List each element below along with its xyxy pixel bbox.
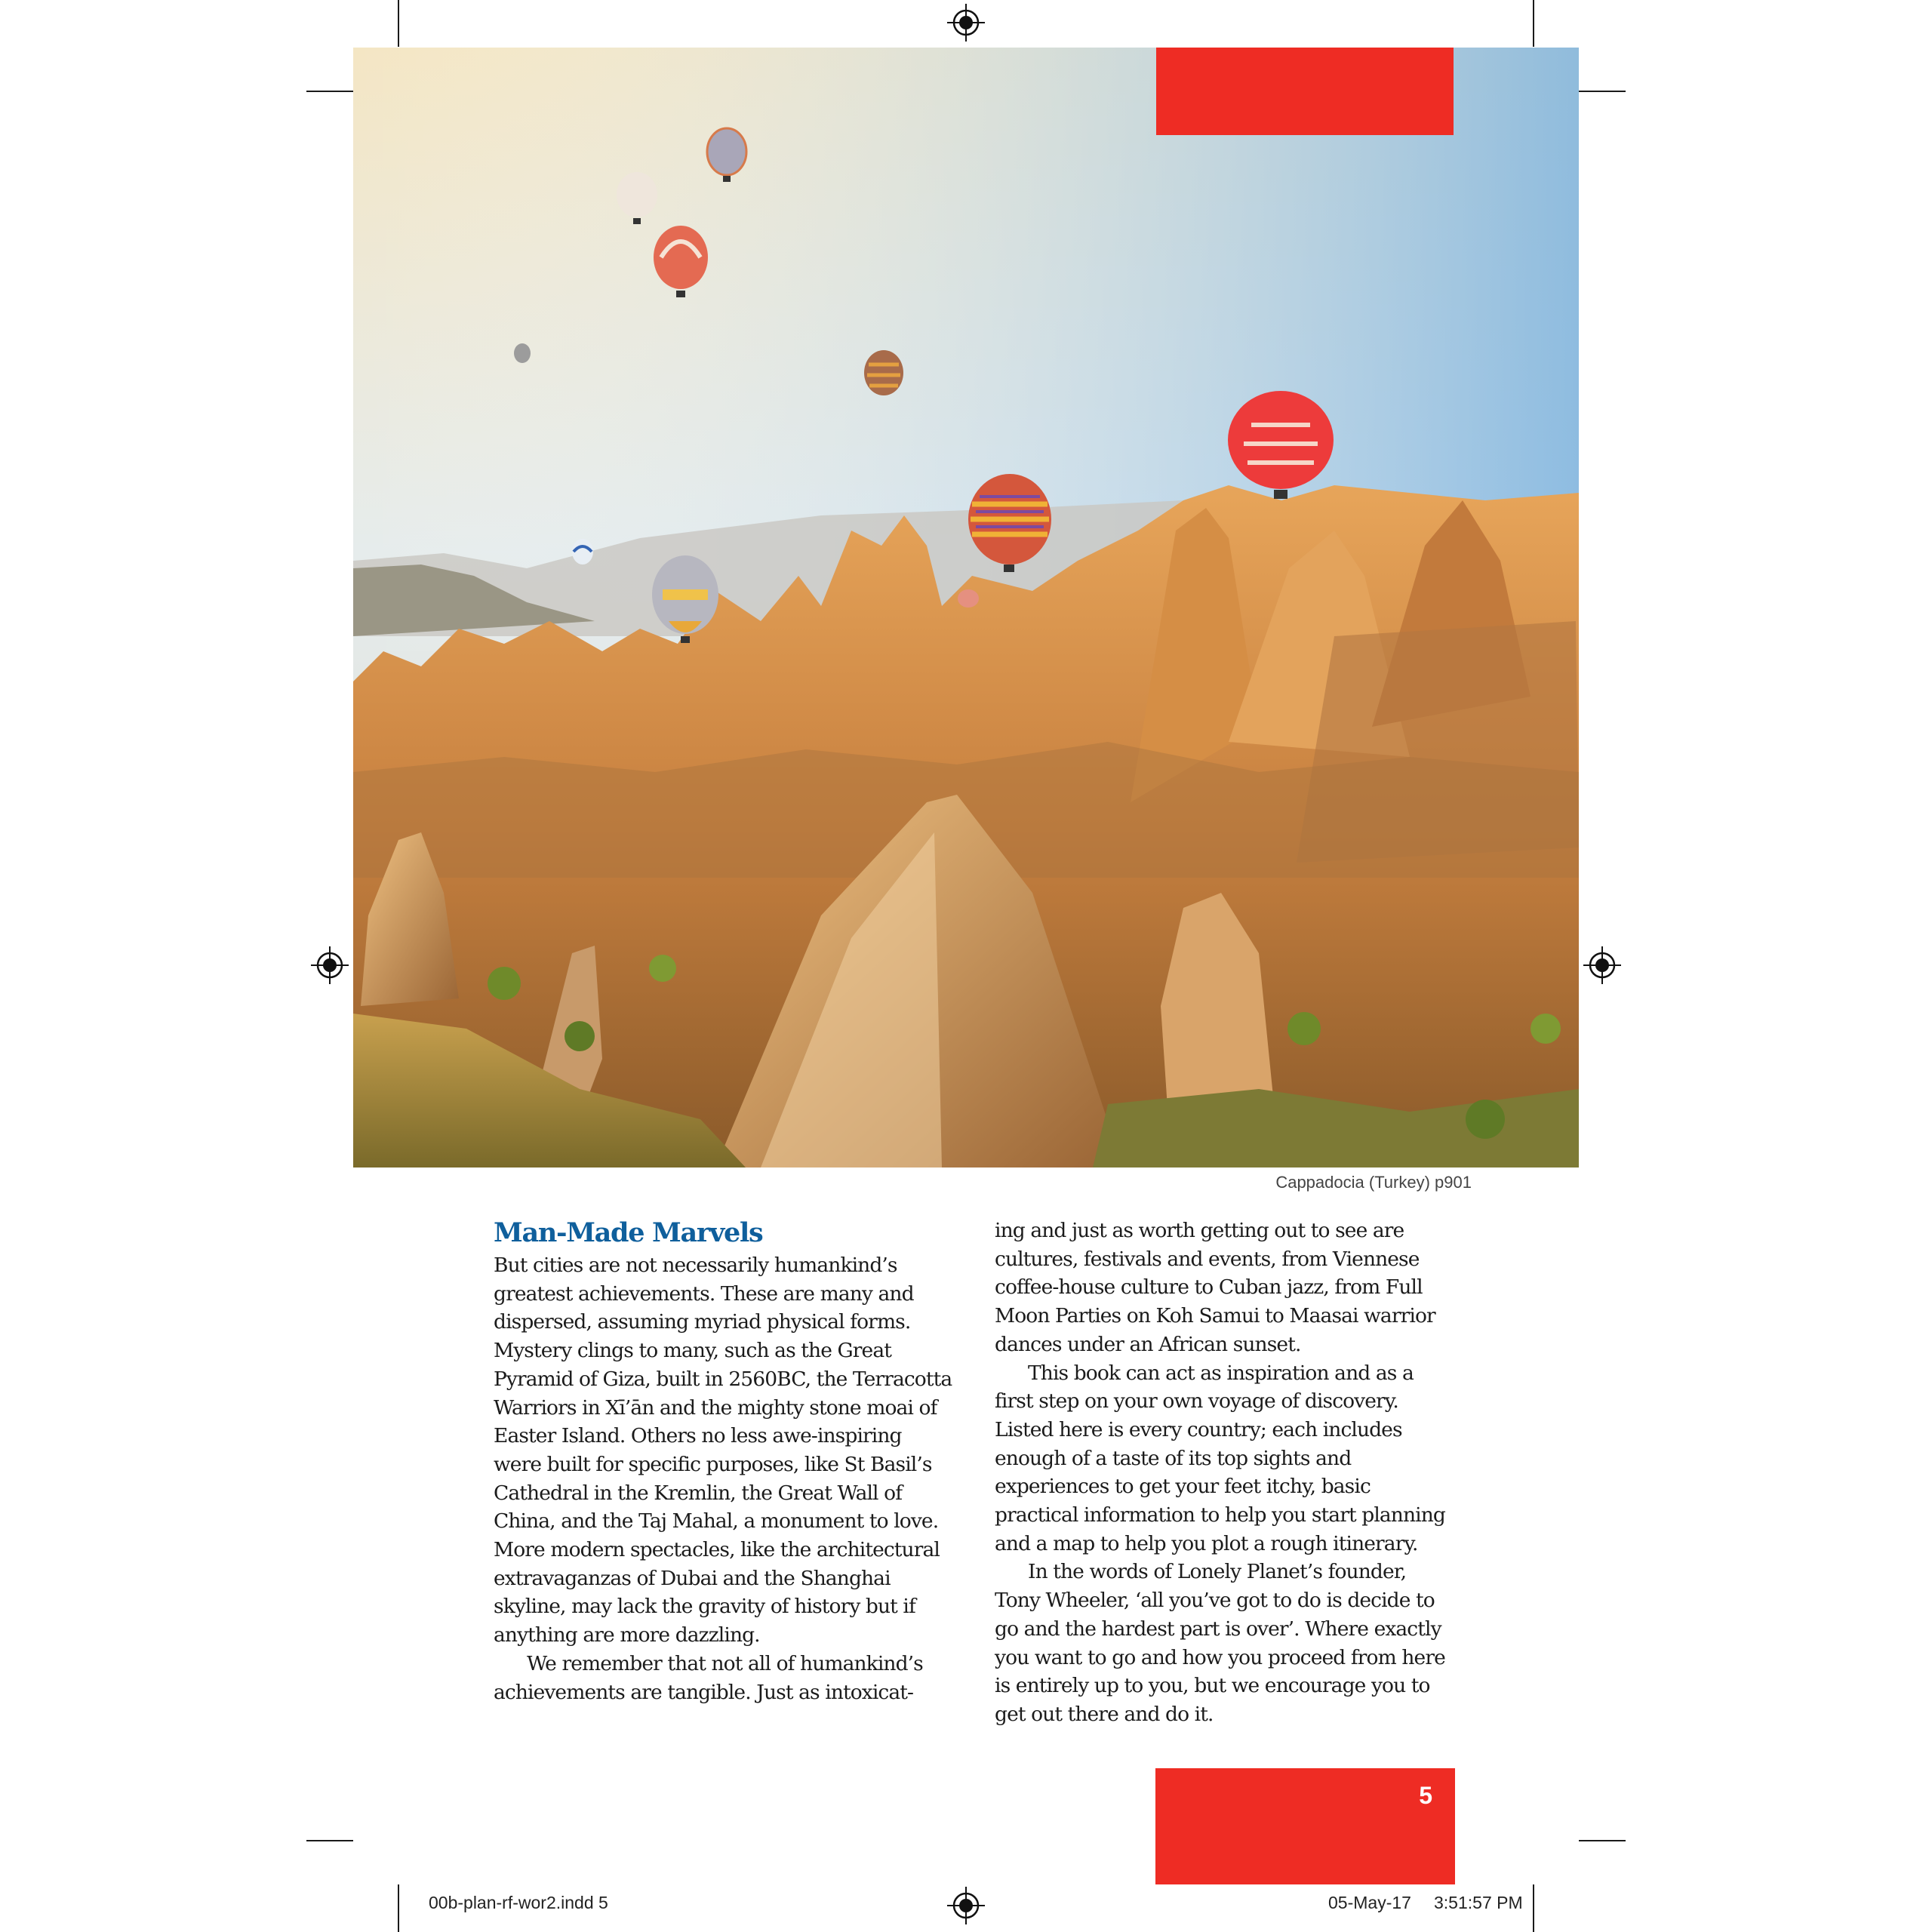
- photo-caption: Cappadocia (Turkey) p901: [1275, 1173, 1472, 1192]
- slug-date: 05-May-17: [1328, 1893, 1411, 1912]
- red-tab-top: [1156, 48, 1454, 135]
- registration-mark-icon: [311, 946, 349, 984]
- paragraph: ing and just as worth getting out to see are cultures, festivals and events, from Viennese coffee-house culture to Cuban jazz, from Full Moon Parties on Koh Samui to Maasai warrior dances under an African sunset.: [995, 1219, 1435, 1356]
- crop-mark: [1533, 1884, 1534, 1932]
- paragraph: This book can act as inspiration and as a first step on your own voyage of discovery. Listed here is every country; each includes enough of a taste of its top sights and experiences to get your feet itchy, basic practical information to help you start planning and a map to help you plot a rough itinerary.: [995, 1361, 1445, 1555]
- crop-mark: [1579, 1840, 1626, 1841]
- article-left-column: [494, 1217, 954, 1706]
- registration-mark-icon: [947, 4, 985, 42]
- crop-mark: [1579, 91, 1626, 92]
- article-right-column: [995, 1217, 1455, 1729]
- slug-filename: 00b-plan-rf-wor2.indd 5: [429, 1893, 608, 1912]
- paragraph: We remember that not all of humankind’s achievements are tangible. Just as intoxicat-: [494, 1651, 923, 1704]
- crop-mark: [306, 91, 353, 92]
- registration-mark-icon: [1583, 946, 1621, 984]
- paragraph: In the words of Lonely Planet’s founder, Tony Wheeler, ‘all you’ve got to do is decide to go and the hardest part is over’. Where exactly you want to go and how you proceed from here is entirely up to you, but we encourage you to get out there and do it.: [995, 1560, 1445, 1726]
- slug-time: 3:51:57 PM: [1434, 1893, 1523, 1912]
- article-heading: Man-Made Marvels: [494, 1217, 763, 1248]
- crop-mark: [398, 1884, 399, 1932]
- registration-mark-icon: [947, 1887, 985, 1924]
- page-number: 5: [1419, 1782, 1432, 1809]
- crop-mark: [306, 1840, 353, 1841]
- crop-mark: [398, 0, 399, 47]
- crop-mark: [1533, 0, 1534, 47]
- paragraph: But cities are not necessarily humankind’s greatest achievements. These are many and dispersed, assuming myriad physical forms. Mystery clings to many, such as the Great Pyramid of Giza, built in 2560BC, the Terracotta Warriors in Xī’ān and the mighty stone moai of Easter Island. Others no less awe-inspiring were built for specific purposes, like St Basil’s Cathedral in the Kremlin, the Great Wall of China, and the Taj Mahal, a monument to love. More modern spectacles, like the architectural extravaganzas of Dubai and the Shanghai skyline, may lack the gravity of history but if anything are more dazzling.: [494, 1254, 952, 1647]
- page-number-tab: [1155, 1768, 1455, 1884]
- cappadocia-photo: [353, 48, 1579, 1168]
